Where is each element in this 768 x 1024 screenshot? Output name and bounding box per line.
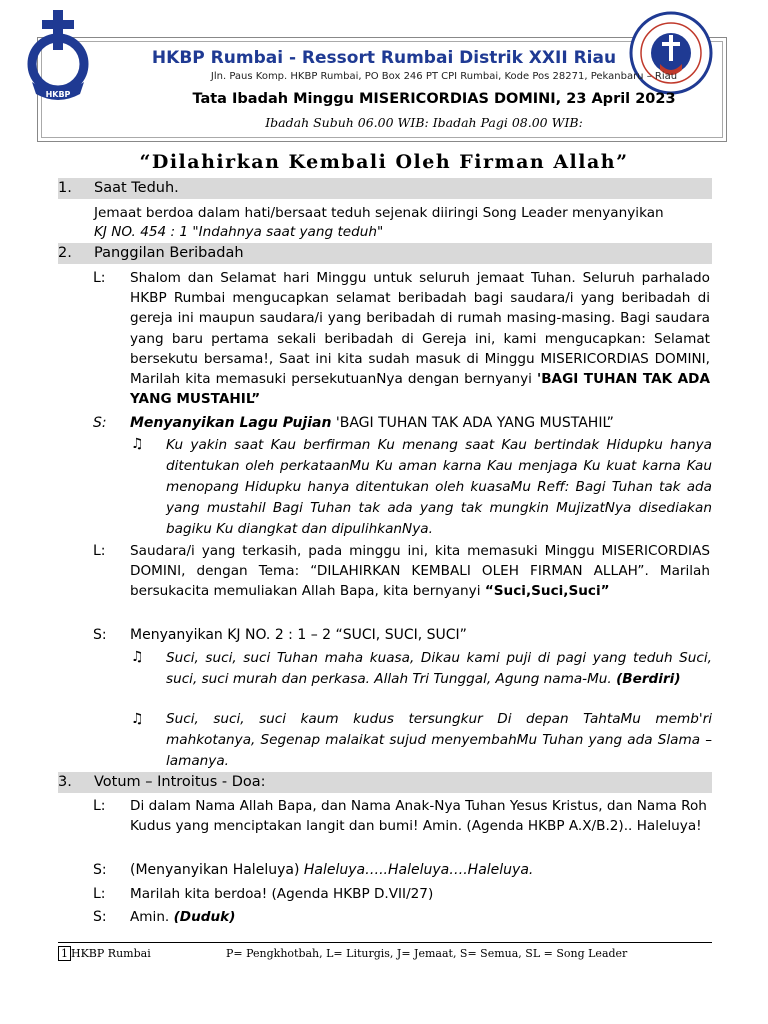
s3-votum-text: Di dalam Nama Allah Bapa, dan Nama Anak-Nya Tuhan Yesus Kristus, dan Nama Roh Kudus yang menciptakan langit dan bumi! Amin. (Agenda HKBP A.X/B.2).. Haleluya!: [130, 798, 707, 834]
s3-prayer-line: Marilah kita berdoa! (Agenda HKBP D.VII/27): [130, 886, 434, 902]
s3-amin: Amin.: [130, 909, 170, 925]
sermon-theme: “Dilahirkan Kembali Oleh Firman Allah”: [139, 151, 629, 173]
music-note-icon: ♫: [131, 711, 144, 727]
role-liturgist: L:: [93, 270, 106, 286]
s2-l2-song: “Suci,Suci,Suci”: [484, 583, 610, 599]
page-number: 1: [58, 946, 71, 961]
lyric-suci-1-text: Suci, suci, suci Tuhan maha kuasa, Dikau kami puji di pagi yang teduh Suci, suci, suci murah dan perkasa. Allah Tri Tunggal, Agung nama-Mu.: [166, 650, 712, 687]
footer-church: HKBP Rumbai: [71, 947, 151, 960]
s2-l1-song: 'BAGI TUHAN TAK ADA YANG MUSTAHIL”: [130, 371, 710, 408]
section-header-3: [58, 772, 712, 793]
s2-liturgist-text-2: [130, 541, 710, 601]
section-number: 2.: [58, 245, 72, 261]
s3-instruction: (Duduk): [173, 909, 236, 925]
s2-l1-body: Shalom dan Selamat hari Minggu untuk seluruh jemaat Tuhan. Seluruh parhalado HKBP Rumbai mengucapkan selamat beribadah bagi saudara/i yang beribadah di gereja ini maupun saudara/i yang beribadah di rumah masing-masing. Bagi saudara yang baru pertama sekali beribadah di Gereja ini, kami mengucapkan: Selamat bersekutu bersama!, Saat ini kita sudah masuk di Minggu MISERICORDIAS DOMINI, Marilah kita memasuki persekutuanNya dengan bernyanyi: [130, 270, 710, 388]
church-address: Jln. Paus Komp. HKBP Rumbai, PO Box 246 PT CPI Rumbai, Kode Pos 28271, Pekanbaru – Riau: [210, 71, 678, 82]
s2-kj-line: Menyanyikan KJ NO. 2 : 1 – 2 “SUCI, SUCI, SUCI”: [130, 627, 467, 643]
service-schedule: Ibadah Subuh 06.00 WIB: Ibadah Pagi 08.00 WIB:: [265, 115, 583, 130]
s3-amin-line: [130, 907, 710, 927]
s2-s1-song: 'BAGI TUHAN TAK ADA YANG MUSTAHIL”: [335, 415, 614, 431]
music-note-icon: ♫: [131, 436, 144, 452]
role-semua: S:: [93, 909, 107, 925]
section-label: Panggilan Beribadah: [94, 245, 244, 261]
role-liturgist: L:: [93, 886, 106, 902]
role-liturgist: L:: [93, 798, 106, 814]
section-header-1: [58, 178, 712, 199]
s3-haleluya-line: [130, 860, 710, 880]
section-number: 1.: [58, 180, 72, 196]
section-label: Saat Teduh.: [94, 180, 179, 196]
role-liturgist: L:: [93, 543, 106, 559]
footer-divider: [58, 942, 712, 943]
liturgy-title: Tata Ibadah Minggu MISERICORDIAS DOMINI, 23 April 2023: [192, 91, 676, 107]
lyric-suci-1-instruction: (Berdiri): [616, 671, 681, 687]
s2-l2-body: Saudara/i yang terkasih, pada minggu ini, kita memasuki Minggu MISERICORDIAS DOMINI, dengan Tema: “DILAHIRKAN KEMBALI OLEH FIRMAN ALLAH”. Marilah bersukacita memuliakan Allah Bapa, kita bernyanyi: [130, 543, 710, 599]
role-semua: S:: [93, 627, 107, 643]
church-title: HKBP Rumbai - Ressort Rumbai Distrik XXII Riau: [151, 48, 617, 68]
role-legend: P= Pengkhotbah, L= Liturgis, J= Jemaat, S= Semua, SL = Song Leader: [226, 947, 628, 960]
role-semua: S:: [93, 862, 107, 878]
s2-liturgist-text: [130, 268, 710, 409]
section-header-2: [58, 243, 712, 264]
s2-s1-lead: Menyanyikan Lagu Pujian: [130, 415, 332, 431]
logo-text: HKBP: [45, 90, 71, 99]
footer-left: [58, 947, 151, 960]
s1-song: KJ NO. 454 : 1 "Indahnya saat yang teduh": [94, 224, 384, 240]
s3-s1-tail: Haleluya…..Haleluya….Haleluya.: [303, 862, 534, 878]
s1-text: Jemaat berdoa dalam hati/bersaat teduh sejenak diiringi Song Leader menyanyikan: [94, 205, 664, 221]
s3-s1-lead: (Menyanyikan Haleluya): [130, 862, 300, 878]
section-label: Votum – Introitus - Doa:: [94, 774, 266, 790]
section-number: 3.: [58, 774, 72, 790]
lyric-suci-2: Suci, suci, suci kaum kudus tersungkur Di depan TahtaMu memb'ri mahkotanya, Segenap malaikat sujud menyembahMu Tuhan yang ada Slama – lamanya.: [166, 711, 712, 769]
s2-sing-line: [130, 413, 710, 433]
lyric-pujian: Ku yakin saat Kau berfirman Ku menang saat Kau bertindak Hidupku hanya ditentukan oleh perkataanMu Ku aman karna Kau menjaga Ku kuat karna Kau menopang Hidupku hanya ditentukan oleh kuasaMu Reff: Bagi Tuhan tak ada yang mustahil Bagi Tuhan tak ada yang tak mungkin MujizatNya disediakan bagiku Ku diangkat dan dipulihkanNya.: [166, 437, 712, 537]
music-note-icon: ♫: [131, 649, 144, 665]
role-semua: S:: [93, 415, 107, 431]
lyric-suci-1: [166, 648, 712, 690]
